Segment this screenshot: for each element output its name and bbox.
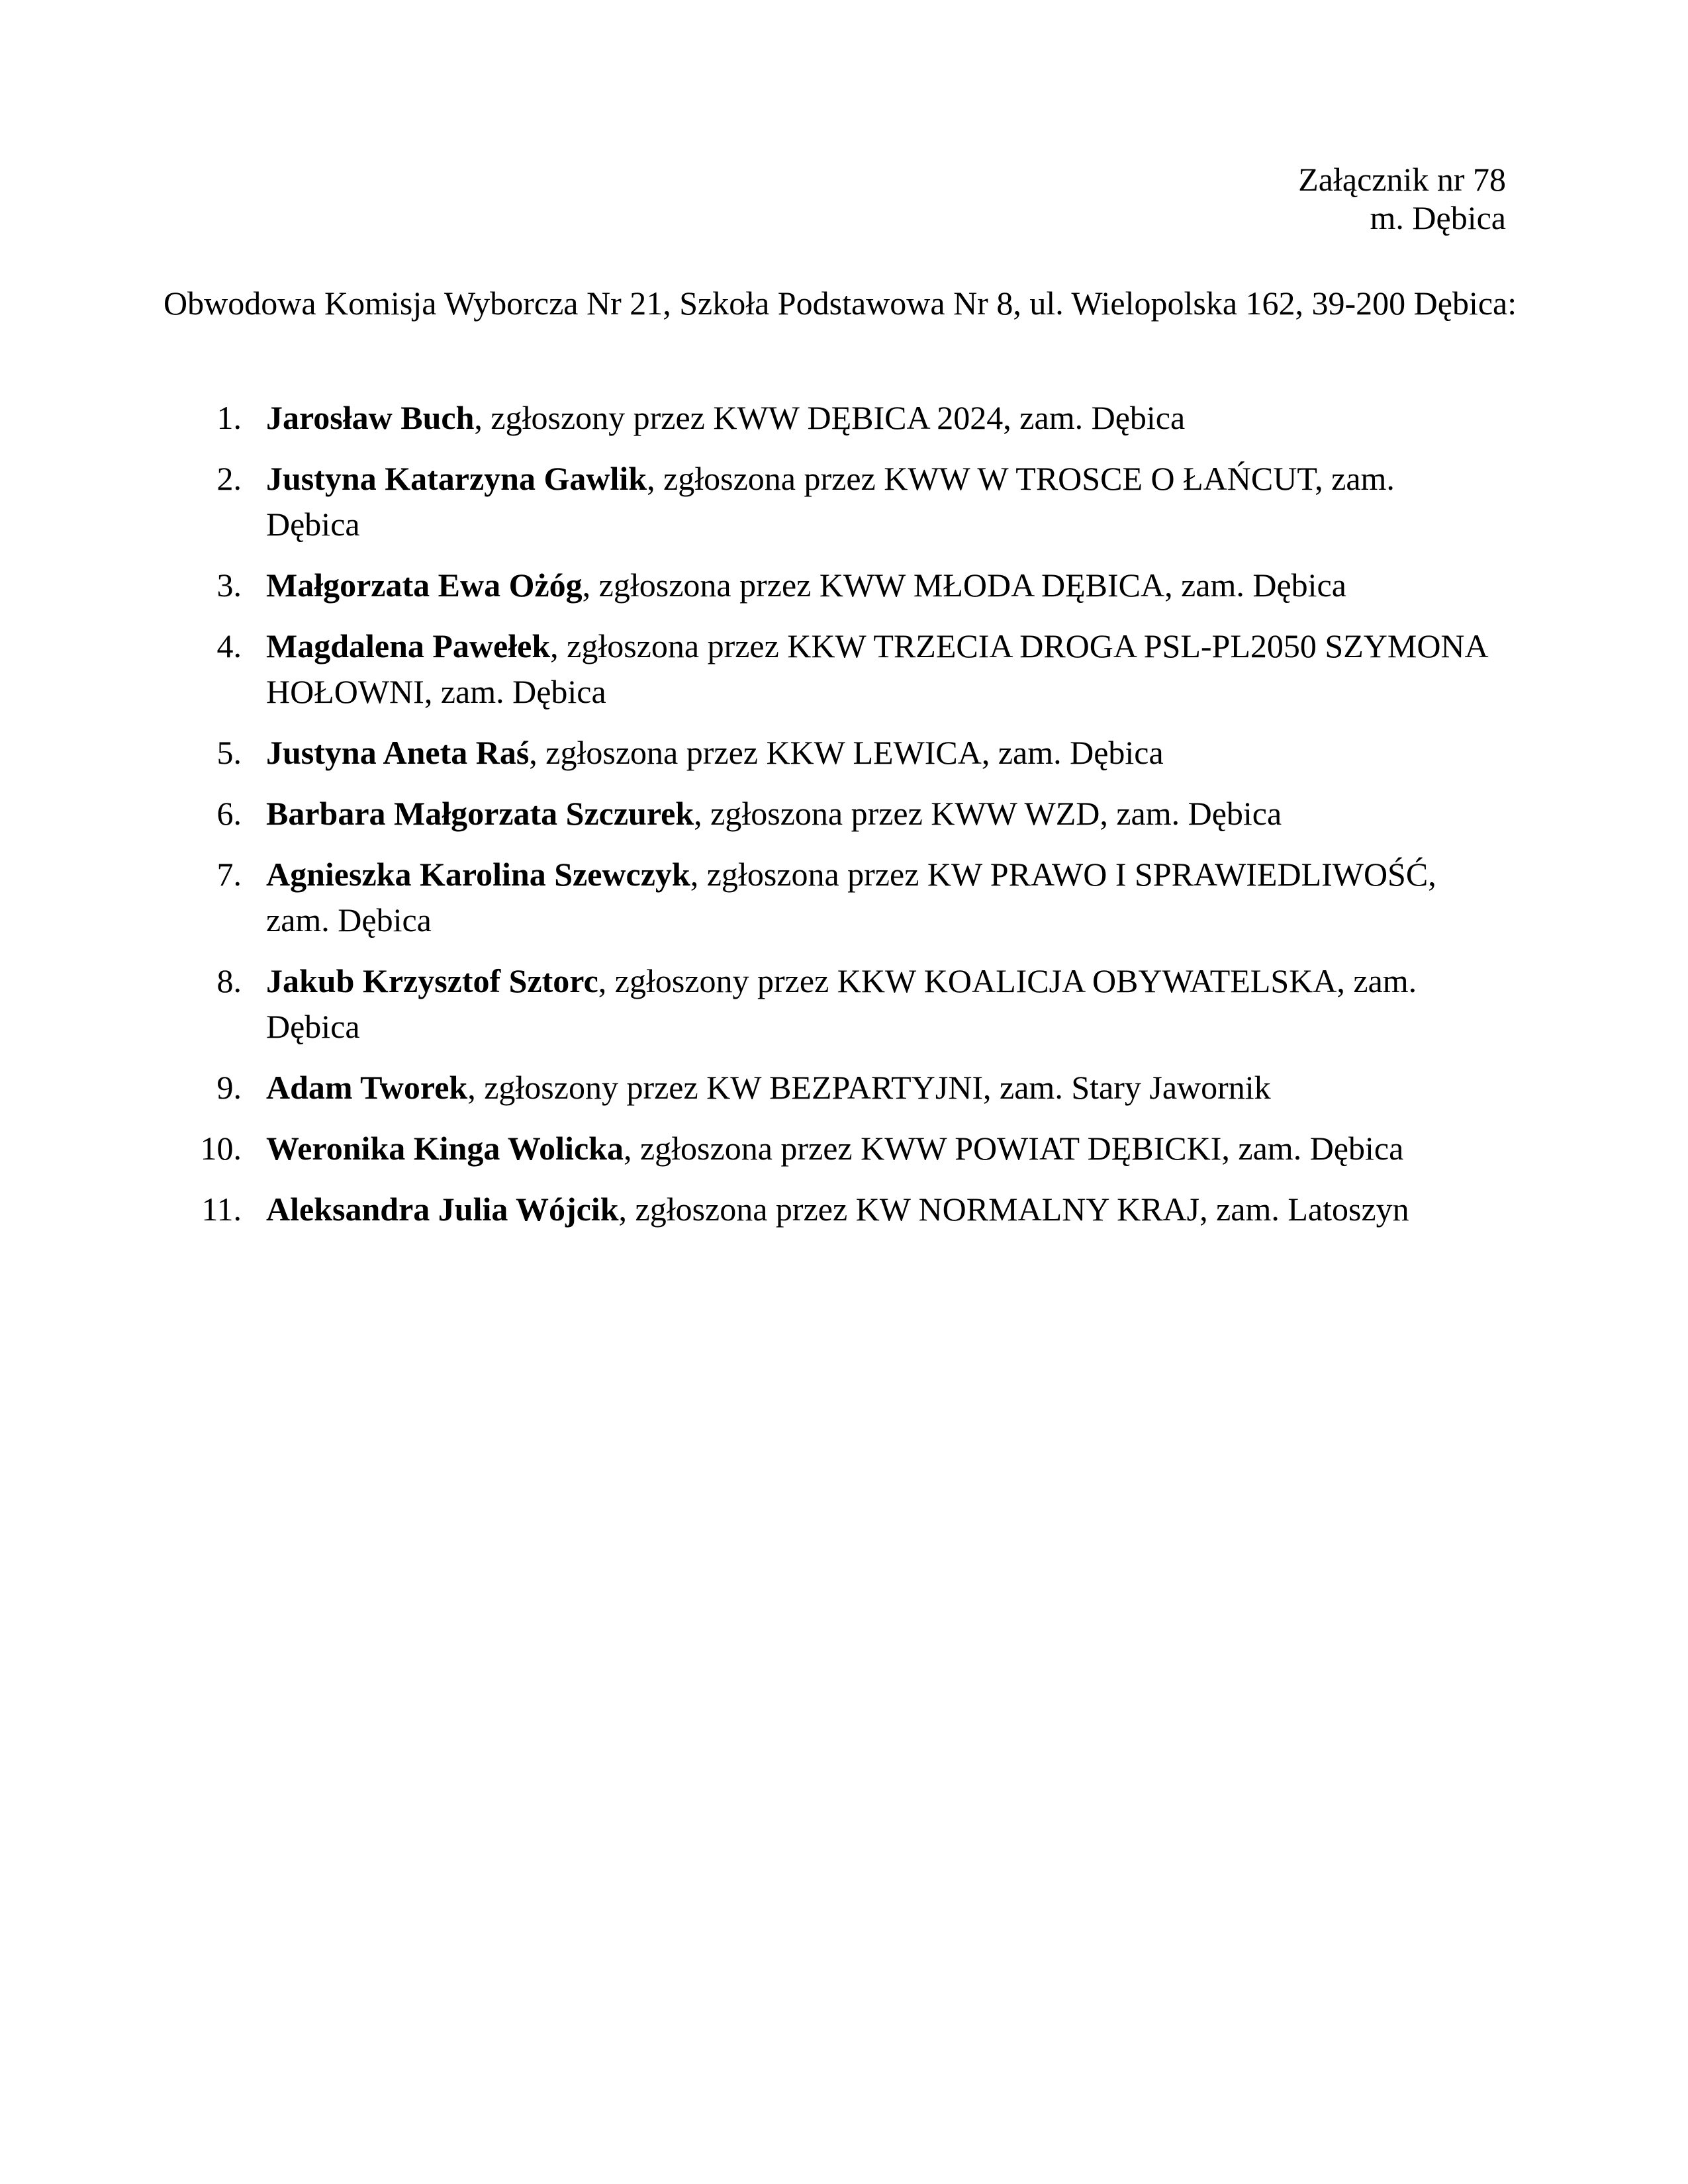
- member-name: Justyna Aneta Raś: [266, 734, 530, 771]
- item-number: 2.: [216, 460, 242, 497]
- member-details: , zgłoszona przez KKW LEWICA, zam. Dębica: [529, 734, 1164, 771]
- item-number: 5.: [216, 734, 242, 771]
- item-number: 11.: [201, 1191, 242, 1228]
- list-item: [164, 1065, 1487, 1111]
- list-item: [164, 395, 1487, 441]
- member-name: Adam Tworek: [266, 1069, 468, 1106]
- member-name: Magdalena Pawełek: [266, 627, 551, 664]
- list-item: [164, 623, 1487, 715]
- member-details: , zgłoszona przez KWW POWIAT DĘBICKI, zam. Dębica: [623, 1130, 1404, 1167]
- member-name: Agnieszka Karolina Szewczyk: [266, 856, 690, 893]
- item-number: 3.: [216, 567, 242, 604]
- member-details: , zgłoszona przez KWW MŁODA DĘBICA, zam. Dębica: [582, 567, 1346, 604]
- annex-place: m. Dębica: [1370, 199, 1506, 236]
- list-item: [164, 563, 1487, 608]
- member-list: [164, 395, 1487, 1248]
- item-number: 7.: [216, 856, 242, 893]
- list-item: [164, 1187, 1487, 1232]
- member-name: Barbara Małgorzata Szczurek: [266, 795, 694, 832]
- list-item: [164, 1126, 1487, 1171]
- list-item: [164, 852, 1487, 943]
- item-number: 6.: [216, 795, 242, 832]
- item-number: 1.: [216, 399, 242, 436]
- member-details: , zgłoszona przez KW NORMALNY KRAJ, zam. Latoszyn: [618, 1191, 1409, 1228]
- item-number: 10.: [200, 1130, 242, 1167]
- member-details: , zgłoszony przez KKW KOALICJA OBYWATELSKA, zam. Dębica: [266, 962, 1417, 1045]
- commission-heading: Obwodowa Komisja Wyborcza Nr 21, Szkoła Podstawowa Nr 8, ul. Wielopolska 162, 39-200 Dębica:: [164, 285, 1517, 322]
- member-details: , zgłoszona przez KWW WZD, zam. Dębica: [694, 795, 1282, 832]
- member-details: , zgłoszony przez KW BEZPARTYJNI, zam. Stary Jawornik: [467, 1069, 1271, 1106]
- member-name: Małgorzata Ewa Ożóg: [266, 567, 583, 604]
- member-name: Justyna Katarzyna Gawlik: [266, 460, 647, 497]
- member-name: Weronika Kinga Wolicka: [266, 1130, 624, 1167]
- item-number: 9.: [216, 1069, 242, 1106]
- member-details: , zgłoszona przez KKW TRZECIA DROGA PSL-PL2050 SZYMONA HOŁOWNI, zam. Dębica: [266, 627, 1487, 710]
- member-details: , zgłoszony przez KWW DĘBICA 2024, zam. Dębica: [474, 399, 1186, 436]
- list-item: [164, 958, 1487, 1050]
- annex-header: [1298, 160, 1506, 237]
- member-name: Jarosław Buch: [266, 399, 475, 436]
- list-item: [164, 791, 1487, 837]
- item-number: 8.: [216, 962, 242, 999]
- item-number: 4.: [216, 627, 242, 664]
- list-item: [164, 730, 1487, 776]
- annex-number: Załącznik nr 78: [1298, 161, 1506, 198]
- member-details: , zgłoszona przez KWW W TROSCE O ŁAŃCUT, zam. Dębica: [266, 460, 1395, 543]
- list-item: [164, 456, 1487, 547]
- member-name: Jakub Krzysztof Sztorc: [266, 962, 598, 999]
- member-details: , zgłoszona przez KW PRAWO I SPRAWIEDLIWOŚĆ, zam. Dębica: [266, 856, 1436, 938]
- member-name: Aleksandra Julia Wójcik: [266, 1191, 619, 1228]
